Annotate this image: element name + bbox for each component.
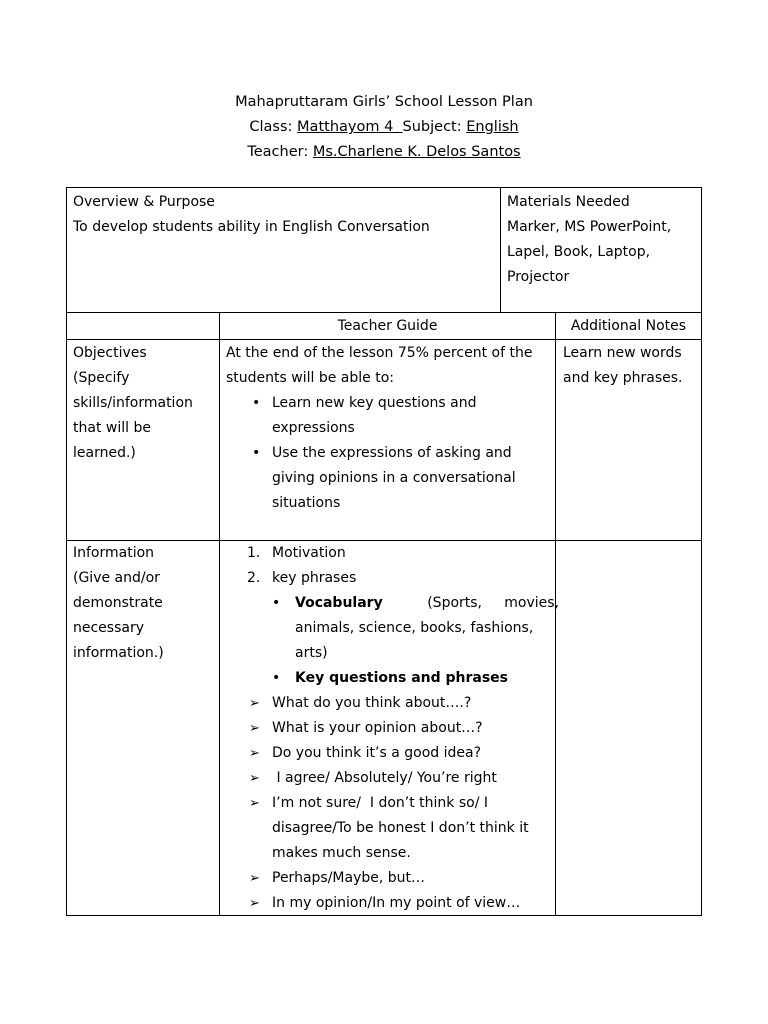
arrow-bullet-icon: ➢ <box>249 746 260 761</box>
teacher-line <box>0 140 768 165</box>
list-item <box>216 741 550 766</box>
objectives-notes <box>563 341 699 391</box>
information-desc-line: demonstrate <box>73 595 163 611</box>
materials-line: Marker, MS PowerPoint, <box>507 219 672 235</box>
materials-line: Projector <box>507 269 570 285</box>
arrow-bullet-icon: ➢ <box>249 696 260 711</box>
phrase-line: I agree/ Absolutely/ You’re right <box>272 770 497 786</box>
document-header <box>0 90 768 165</box>
list-item <box>216 866 550 891</box>
list-item <box>216 691 550 716</box>
information-desc-line: (Give and/or <box>73 570 160 586</box>
bullet-line: giving opinions in a conversational <box>272 470 516 486</box>
phrase-line: What do you think about….? <box>272 695 472 711</box>
bullet-icon: • <box>252 445 261 461</box>
teacher-label: Teacher: <box>247 144 309 160</box>
list-item <box>216 891 550 916</box>
arrow-bullet-icon: ➢ <box>249 796 260 811</box>
item-number: 2. <box>247 570 261 586</box>
teacher-value: Ms.Charlene K. Delos Santos <box>312 144 521 160</box>
overview-text: To develop students ability in English Conversation <box>73 219 430 235</box>
vocabulary-text: (Sports, movies, <box>427 595 559 611</box>
vocabulary-line: arts) <box>295 645 328 661</box>
numbered-item <box>220 566 550 591</box>
arrow-bullet-icon: ➢ <box>249 896 260 911</box>
materials-heading: Materials Needed <box>507 194 630 210</box>
phrase-line: Do you think it’s a good idea? <box>272 745 482 761</box>
objectives-bullet-list <box>226 391 551 516</box>
list-item <box>226 391 551 441</box>
subject-value: English <box>466 119 519 135</box>
key-phrases-label: Key questions and phrases <box>295 670 509 686</box>
objectives-desc-line: skills/information <box>73 395 193 411</box>
teacher-guide-header: Teacher Guide <box>337 318 438 334</box>
information-guide <box>220 541 559 916</box>
arrow-bullet-icon: ➢ <box>249 721 260 736</box>
class-subject-line <box>0 115 768 140</box>
phrase-line: disagree/To be honest I don’t think it <box>272 820 529 836</box>
vocabulary-line: animals, science, books, fashions, <box>295 620 534 636</box>
vocabulary-line <box>295 591 559 616</box>
phrase-line: In my opinion/In my point of view… <box>272 895 521 911</box>
materials-cell <box>501 188 701 312</box>
objectives-guide-line: students will be able to: <box>226 370 394 386</box>
overview-table <box>66 187 702 313</box>
objectives-guide <box>226 341 551 516</box>
bullet-line: expressions <box>272 420 355 436</box>
notes-line: and key phrases. <box>563 370 683 386</box>
bullet-icon: • <box>272 595 281 611</box>
objectives-heading: Objectives <box>73 345 147 361</box>
item-text: key phrases <box>272 570 357 586</box>
bullet-icon: • <box>272 670 281 686</box>
plan-table <box>66 313 702 916</box>
bullet-line: Use the expressions of asking and <box>272 445 512 461</box>
objectives-desc-line: that will be <box>73 420 151 436</box>
materials-line: Lapel, Book, Laptop, <box>507 244 651 260</box>
phrase-list <box>216 691 550 916</box>
subject-label: Subject: <box>402 119 462 135</box>
information-desc-line: necessary <box>73 620 145 636</box>
objectives-desc-line: learned.) <box>73 445 136 461</box>
objectives-description <box>73 341 213 466</box>
column-divider <box>555 313 556 915</box>
bullet-line: situations <box>272 495 341 511</box>
item-number: 1. <box>247 545 261 561</box>
bullet-icon: • <box>252 395 261 411</box>
information-desc-line: information.) <box>73 645 164 661</box>
phrase-line: makes much sense. <box>272 845 411 861</box>
item-text: Motivation <box>272 545 346 561</box>
vocabulary-item <box>220 591 559 666</box>
class-label: Class: <box>249 119 293 135</box>
additional-notes-header: Additional Notes <box>570 318 687 334</box>
bullet-line: Learn new key questions and <box>272 395 477 411</box>
overview-heading: Overview & Purpose <box>73 194 215 210</box>
phrase-line: What is your opinion about…? <box>272 720 483 736</box>
information-heading: Information <box>73 545 155 561</box>
information-description <box>73 541 213 666</box>
vocabulary-spacer <box>383 595 428 611</box>
objectives-desc-line: (Specify <box>73 370 130 386</box>
phrase-line: Perhaps/Maybe, but… <box>272 870 426 886</box>
vocabulary-label: Vocabulary <box>295 595 383 611</box>
key-phrases-item <box>220 666 550 691</box>
list-item <box>226 441 551 516</box>
row-divider <box>67 339 701 340</box>
class-value-spacer <box>393 119 402 135</box>
document-title: Mahapruttaram Girls’ School Lesson Plan <box>235 94 533 110</box>
arrow-bullet-icon: ➢ <box>249 771 260 786</box>
arrow-bullet-icon: ➢ <box>249 871 260 886</box>
list-item <box>216 791 550 866</box>
notes-line: Learn new words <box>563 345 682 361</box>
objectives-guide-line: At the end of the lesson 75% percent of the <box>226 345 533 361</box>
phrase-line: I’m not sure/ I don’t think so/ I <box>272 795 489 811</box>
numbered-item <box>220 541 550 566</box>
overview-cell <box>67 188 501 312</box>
class-value: Matthayom 4 <box>297 119 394 135</box>
list-item <box>216 766 550 791</box>
list-item <box>216 716 550 741</box>
